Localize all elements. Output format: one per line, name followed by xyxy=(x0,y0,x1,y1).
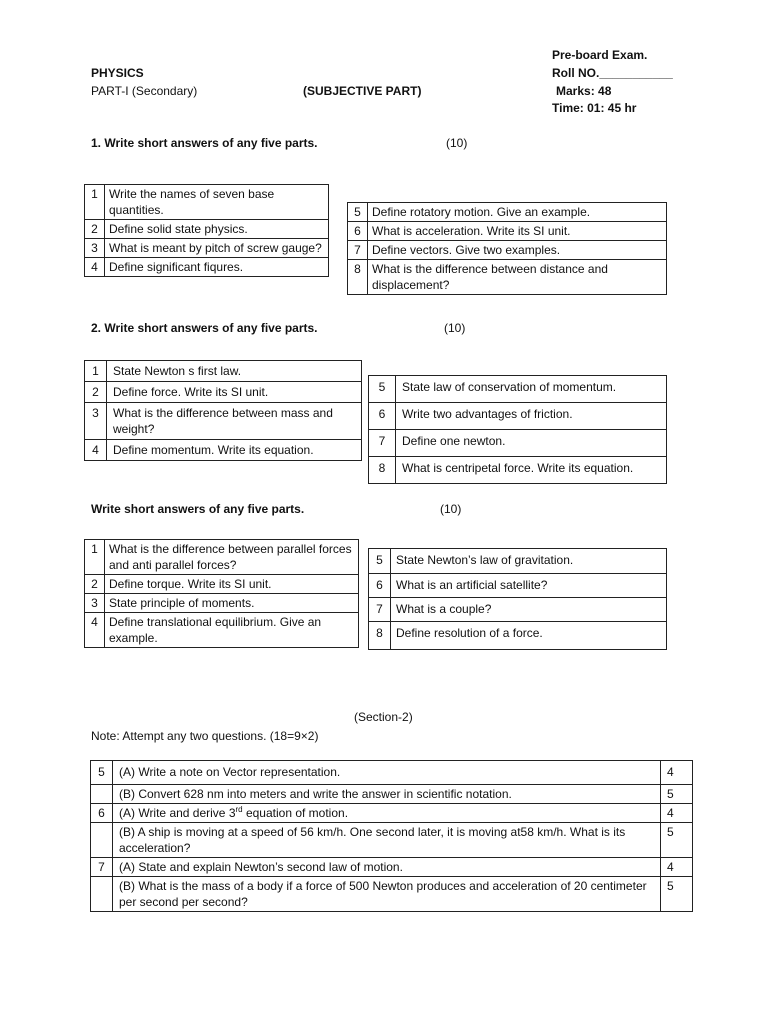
question-text: What is acceleration. Write its SI unit. xyxy=(368,222,667,241)
question-text: Define torque. Write its SI unit. xyxy=(105,575,359,594)
section2-table xyxy=(90,760,693,912)
question-text: Define momentum. Write its equation. xyxy=(107,440,362,461)
part-number: 4 xyxy=(85,258,105,277)
question-number xyxy=(91,785,113,804)
table-row xyxy=(348,222,667,241)
q3-title: Write short answers of any five parts. xyxy=(91,502,305,516)
question-text: What is centripetal force. Write its equation. xyxy=(396,457,667,484)
q1-left-table xyxy=(84,184,329,277)
question-text: What is the difference between parallel forces and anti parallel forces? xyxy=(105,540,359,575)
part-number: 2 xyxy=(85,382,107,403)
marks-label: Marks: 48 xyxy=(556,84,612,98)
question-marks: 5 xyxy=(661,823,693,858)
question-text: Write two advantages of friction. xyxy=(396,403,667,430)
question-text: What is the difference between distance and displacement? xyxy=(368,260,667,295)
part-type: (SUBJECTIVE PART) xyxy=(303,84,422,98)
table-row xyxy=(85,594,359,613)
roll-no: Roll NO.___________ xyxy=(552,66,673,80)
q3-left-table xyxy=(84,539,359,648)
table-row xyxy=(369,403,667,430)
part-number: 2 xyxy=(85,575,105,594)
question-marks: 4 xyxy=(661,858,693,877)
table-row xyxy=(348,241,667,260)
question-number: 6 xyxy=(91,804,113,823)
part-number: 8 xyxy=(348,260,368,295)
table-row xyxy=(85,258,329,277)
question-text: What is a couple? xyxy=(391,598,667,622)
table-row xyxy=(85,361,362,382)
table-row xyxy=(369,457,667,484)
table-row xyxy=(85,440,362,461)
q1-title: 1. Write short answers of any five parts. xyxy=(91,136,318,150)
table-row xyxy=(85,540,359,575)
table-row xyxy=(91,823,693,858)
part-number: 6 xyxy=(348,222,368,241)
part-number: 6 xyxy=(369,574,391,598)
q2-right-table xyxy=(368,375,667,484)
question-text: State law of conservation of momentum. xyxy=(396,376,667,403)
question-text: State principle of moments. xyxy=(105,594,359,613)
superscript: rd xyxy=(235,805,243,814)
table-row xyxy=(85,613,359,648)
question-text: Write the names of seven base quantities. xyxy=(105,185,329,220)
table-row xyxy=(369,430,667,457)
question-text-part: (A) Write and derive 3 xyxy=(119,806,236,820)
question-number xyxy=(91,877,113,912)
question-text: Define one newton. xyxy=(396,430,667,457)
part-number: 1 xyxy=(85,185,105,220)
question-text: Define translational equilibrium. Give an example. xyxy=(105,613,359,648)
part-number: 2 xyxy=(85,220,105,239)
question-text: What is the difference between mass and weight? xyxy=(107,403,362,440)
part-number: 3 xyxy=(85,239,105,258)
question-text: State Newton’s law of gravitation. xyxy=(391,549,667,574)
time-label: Time: 01: 45 hr xyxy=(552,101,637,115)
table-row xyxy=(369,376,667,403)
question-text: Define solid state physics. xyxy=(105,220,329,239)
subject-label: PHYSICS xyxy=(91,66,144,80)
part-number: 3 xyxy=(85,594,105,613)
table-row xyxy=(85,382,362,403)
question-marks: 5 xyxy=(661,785,693,804)
question-marks: 5 xyxy=(661,877,693,912)
table-row xyxy=(91,785,693,804)
table-row xyxy=(85,403,362,440)
part-number: 8 xyxy=(369,622,391,650)
part-number: 4 xyxy=(85,440,107,461)
part-label: PART-I (Secondary) xyxy=(91,84,198,98)
question-number: 5 xyxy=(91,761,113,785)
table-row xyxy=(369,598,667,622)
question-text xyxy=(113,804,661,823)
question-number: 7 xyxy=(91,858,113,877)
table-row xyxy=(348,203,667,222)
question-text: Define resolution of a force. xyxy=(391,622,667,650)
table-row xyxy=(369,574,667,598)
part-number: 7 xyxy=(369,598,391,622)
table-row xyxy=(91,804,693,823)
question-text: What is meant by pitch of screw gauge? xyxy=(105,239,329,258)
question-text: Define force. Write its SI unit. xyxy=(107,382,362,403)
question-text: State Newton s first law. xyxy=(107,361,362,382)
section-note: Note: Attempt any two questions. (18=9×2) xyxy=(91,729,319,743)
table-row xyxy=(91,761,693,785)
part-number: 1 xyxy=(85,361,107,382)
table-row xyxy=(85,239,329,258)
table-row xyxy=(91,858,693,877)
part-number: 3 xyxy=(85,403,107,440)
exam-title: Pre-board Exam. xyxy=(552,48,648,62)
table-row xyxy=(91,877,693,912)
q1-marks: (10) xyxy=(446,136,468,150)
question-marks: 4 xyxy=(661,761,693,785)
section-title: (Section-2) xyxy=(354,710,413,724)
part-number: 4 xyxy=(85,613,105,648)
q2-left-table xyxy=(84,360,362,461)
question-text: (A) State and explain Newton’s second law of motion. xyxy=(113,858,661,877)
question-text: Define significant fiqures. xyxy=(105,258,329,277)
table-row xyxy=(348,260,667,295)
question-text: Define rotatory motion. Give an example. xyxy=(368,203,667,222)
question-text: What is an artificial satellite? xyxy=(391,574,667,598)
question-text: Define vectors. Give two examples. xyxy=(368,241,667,260)
table-row xyxy=(85,575,359,594)
table-row xyxy=(369,549,667,574)
question-text-part: equation of motion. xyxy=(242,806,349,820)
question-text: (B) Convert 628 nm into meters and write the answer in scientific notation. xyxy=(113,785,661,804)
q2-marks: (10) xyxy=(444,321,466,335)
part-number: 5 xyxy=(348,203,368,222)
part-number: 1 xyxy=(85,540,105,575)
question-text: (B) A ship is moving at a speed of 56 km/h. One second later, it is moving at58 km/h. What is its acceleration? xyxy=(113,823,661,858)
part-number: 5 xyxy=(369,549,391,574)
q1-right-table xyxy=(347,202,667,295)
q3-right-table xyxy=(368,548,667,650)
table-row xyxy=(85,220,329,239)
part-number: 7 xyxy=(348,241,368,260)
table-row xyxy=(369,622,667,650)
question-text: (B) What is the mass of a body if a force of 500 Newton produces and acceleration of 20 centimeter per second per second? xyxy=(113,877,661,912)
question-text: (A) Write a note on Vector representation. xyxy=(113,761,661,785)
question-number xyxy=(91,823,113,858)
part-number: 7 xyxy=(369,430,396,457)
question-marks: 4 xyxy=(661,804,693,823)
q3-marks: (10) xyxy=(440,502,462,516)
part-number: 6 xyxy=(369,403,396,430)
q2-title: 2. Write short answers of any five parts. xyxy=(91,321,318,335)
part-number: 8 xyxy=(369,457,396,484)
part-number: 5 xyxy=(369,376,396,403)
table-row xyxy=(85,185,329,220)
